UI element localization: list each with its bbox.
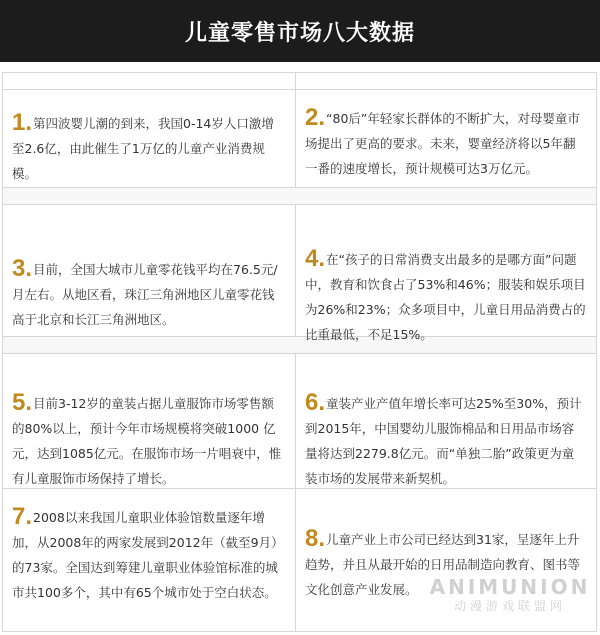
fact-number: 5. — [12, 390, 33, 416]
fact-card-1 — [3, 110, 295, 186]
row-divider — [3, 353, 596, 354]
fact-number: 2. — [305, 105, 326, 131]
fact-card-5 — [3, 390, 295, 491]
fact-number: 1. — [12, 110, 33, 136]
fact-number: 3. — [12, 256, 33, 282]
fact-text: 童装产业产值年增长率可达25%至30%，预计到2015年，中国婴幼儿服饰棉品和日用品市场容量将达到2279.8亿元。而“单独二胎”政策更为童装市场的发展带来新契机。 — [305, 396, 582, 486]
fact-text: 儿童产业上市公司已经达到31家，呈逐年上升趋势，并且从最开始的日用品制造向教育、图书等文化创意产业发展。 — [305, 532, 581, 597]
fact-card-7 — [3, 504, 295, 605]
fact-card-2 — [296, 105, 596, 181]
fact-number: 7. — [12, 504, 33, 530]
fact-number: 6. — [305, 390, 326, 416]
watermark-cn: 动漫游戏联盟网 — [453, 599, 566, 613]
page-title-bar — [0, 0, 600, 62]
page-title: 儿童零售市场八大数据 — [184, 20, 415, 46]
facts-grid — [2, 72, 597, 632]
fact-text: 2008以来我国儿童职业体验馆数量逐年增加，从2008年的两家发展到2012年（截至9月）的73家。全国达到筹建儿童职业体验馆标准的城市共100多个，其中有65个城市处于空白状态。 — [12, 510, 284, 600]
row-spacer — [3, 188, 596, 204]
watermark-en: ANIMUNION — [429, 575, 591, 599]
fact-text: 目前，全国大城市儿童零花钱平均在76.5元/月左右。从地区看，珠江三角洲地区儿童零花钱高于北京和长江三角洲地区。 — [12, 262, 278, 327]
row-divider — [3, 89, 596, 90]
fact-number: 8. — [305, 526, 326, 552]
row-divider — [3, 204, 596, 205]
fact-text: 目前3-12岁的童装占据儿童服饰市场零售额的80%以上，预计今年市场规模将突破1000 亿元，达到1085亿元。在服饰市场一片唱衰中，惟有儿童服饰市场保持了增长。 — [12, 396, 282, 486]
fact-number: 4. — [305, 246, 326, 272]
watermark-logo — [425, 576, 595, 614]
fact-text: 在“孩子的日常消费支出最多的是哪方面”问题中，教育和饮食占了53%和46%；服装和娱乐项目为26%和23%；众多项目中，儿童日用品消费占的比重最低，不足15%。 — [305, 252, 586, 342]
fact-card-4 — [296, 246, 596, 347]
fact-text: “80后”年轻家长群体的不断扩大，对母婴童市场提出了更高的要求。未来，婴童经济将以5年翻一番的速度增长，预计规模可达3万亿元。 — [305, 111, 580, 176]
fact-card-6 — [296, 390, 596, 491]
fact-text: 第四波婴儿潮的到来，我国0-14岁人口激增至2.6亿，由此催生了1万亿的儿童产业消费规模。 — [12, 116, 274, 181]
fact-card-3 — [3, 256, 295, 332]
